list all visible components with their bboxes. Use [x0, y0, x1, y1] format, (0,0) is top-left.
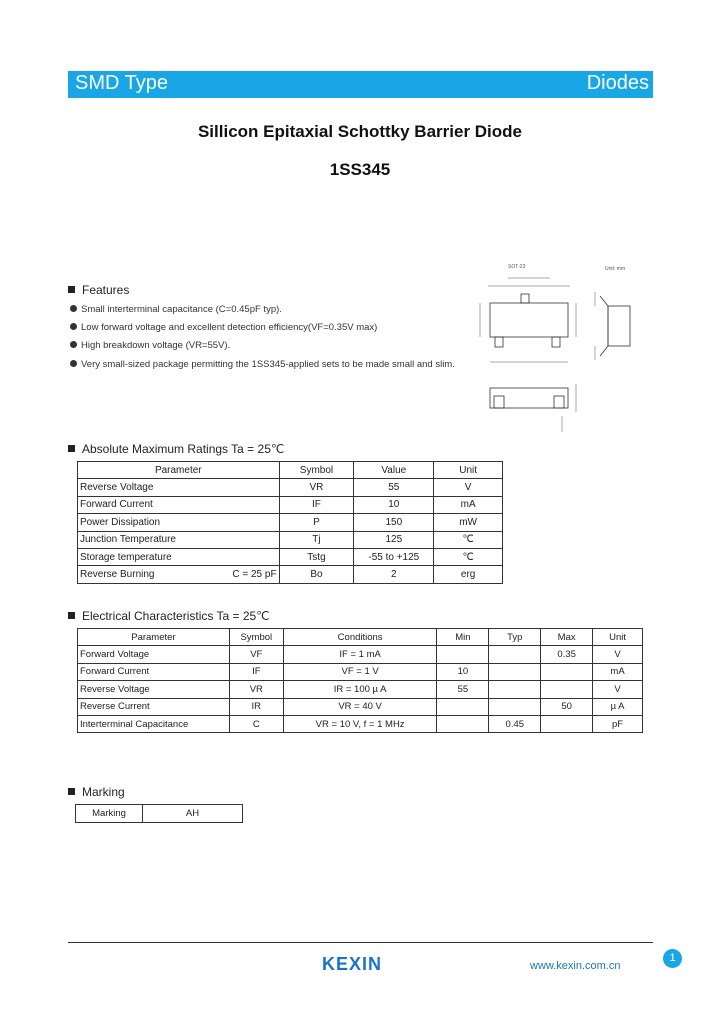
package-name: SOT-23: [508, 264, 526, 270]
cell: pF: [593, 715, 643, 732]
marking-heading: Marking: [68, 785, 125, 799]
cell: 10: [437, 663, 489, 680]
cell: Tstg: [279, 548, 354, 565]
cell: IF: [279, 496, 354, 513]
cell: Reverse Voltage: [78, 681, 230, 698]
cell: [489, 681, 541, 698]
doc-category: SMD Type: [75, 72, 168, 94]
cell: P: [279, 514, 354, 531]
cell: VR = 40 V: [283, 698, 437, 715]
cell: Interterminal Capacitance: [78, 715, 230, 732]
package-drawing: [470, 256, 660, 436]
header-cell: Symbol: [229, 629, 283, 646]
bullet-icon: [70, 323, 77, 330]
abs-max-table: [77, 461, 503, 584]
table-row: [78, 681, 643, 698]
header-cell: Parameter: [78, 462, 280, 479]
marking-table: [75, 804, 243, 823]
table-row: [78, 514, 503, 531]
table-row: [78, 479, 503, 496]
elec-table: [77, 628, 643, 733]
table-row: [78, 496, 503, 513]
part-number: 1SS345: [329, 160, 391, 179]
header-cell: Max: [541, 629, 593, 646]
table-row: [78, 531, 503, 548]
table-row: [78, 715, 643, 732]
page-number: 1: [663, 949, 682, 968]
table-row: [78, 663, 643, 680]
header-banner: [68, 71, 653, 98]
cell: ℃: [434, 531, 503, 548]
cell: mA: [434, 496, 503, 513]
cell: VR = 10 V, f = 1 MHz: [283, 715, 437, 732]
cell: VF = 1 V: [283, 663, 437, 680]
cell: C: [229, 715, 283, 732]
kexin-logo: KEXIN: [322, 954, 383, 974]
cell: [489, 698, 541, 715]
header-cell: Symbol: [279, 462, 354, 479]
header-cell: Parameter: [78, 629, 230, 646]
header-cell: Value: [354, 462, 434, 479]
package-unit: Unit: mm: [605, 266, 625, 272]
feature-item: High breakdown voltage (VR=55V).: [70, 340, 230, 351]
doc-type: Diodes: [586, 72, 649, 94]
square-bullet-icon: [68, 445, 75, 452]
cell: VR: [279, 479, 354, 496]
cell-condition: C = 25 pF: [217, 566, 279, 583]
cell: [541, 715, 593, 732]
cell: µ A: [593, 698, 643, 715]
cell: -55 to +125: [354, 548, 434, 565]
header-cell: Unit: [434, 462, 503, 479]
cell: IF = 1 mA: [283, 646, 437, 663]
cell: erg: [434, 566, 503, 583]
marking-value: AH: [143, 805, 243, 823]
cell: V: [434, 479, 503, 496]
cell: mW: [434, 514, 503, 531]
elec-heading: Electrical Characteristics Ta = 25℃: [68, 609, 270, 623]
footer-divider: [68, 942, 653, 943]
square-bullet-icon: [68, 286, 75, 293]
feature-item: Very small-sized package permitting the 1SS345-applied sets to be made small and slim.: [70, 359, 455, 370]
table-row: [78, 698, 643, 715]
cell: [489, 663, 541, 680]
cell: Forward Current: [78, 496, 280, 513]
cell: [437, 715, 489, 732]
cell: [541, 663, 593, 680]
table-row: [78, 566, 503, 583]
abs-max-heading: Absolute Maximum Ratings Ta = 25℃: [68, 442, 284, 456]
cell: 125: [354, 531, 434, 548]
cell: Bo: [279, 566, 354, 583]
feature-item: Low forward voltage and excellent detection efficiency(VF=0.35V max): [70, 322, 377, 333]
cell: Forward Voltage: [78, 646, 230, 663]
table-row: [76, 805, 243, 823]
cell: 150: [354, 514, 434, 531]
bullet-icon: [70, 360, 77, 367]
cell: [489, 646, 541, 663]
cell: VR: [229, 681, 283, 698]
cell: mA: [593, 663, 643, 680]
cell: V: [593, 681, 643, 698]
cell: Junction Temperature: [78, 531, 280, 548]
features-heading: Features: [68, 283, 129, 297]
header-cell: Unit: [593, 629, 643, 646]
page-title: Sillicon Epitaxial Schottky Barrier Diode: [197, 122, 523, 141]
cell: Reverse Burning: [78, 566, 218, 583]
cell: [437, 646, 489, 663]
table-header: [78, 629, 643, 646]
square-bullet-icon: [68, 788, 75, 795]
cell: V: [593, 646, 643, 663]
cell: 0.45: [489, 715, 541, 732]
cell: 55: [437, 681, 489, 698]
cell: Storage temperature: [78, 548, 280, 565]
cell: [437, 698, 489, 715]
cell: [541, 681, 593, 698]
cell: IR = 100 µ A: [283, 681, 437, 698]
cell: ℃: [434, 548, 503, 565]
cell: Reverse Voltage: [78, 479, 280, 496]
cell: VF: [229, 646, 283, 663]
header-cell: Typ: [489, 629, 541, 646]
footer-url[interactable]: www.kexin.com.cn: [530, 960, 621, 972]
header-cell: Min: [437, 629, 489, 646]
table-row: [78, 548, 503, 565]
table-row: [78, 646, 643, 663]
header-cell: Conditions: [283, 629, 437, 646]
bullet-icon: [70, 341, 77, 348]
cell: 2: [354, 566, 434, 583]
cell: 50: [541, 698, 593, 715]
table-header: [78, 462, 503, 479]
cell: IR: [229, 698, 283, 715]
cell: 0.35: [541, 646, 593, 663]
cell: Forward Current: [78, 663, 230, 680]
cell: Tj: [279, 531, 354, 548]
bullet-icon: [70, 305, 77, 312]
cell: IF: [229, 663, 283, 680]
marking-label: Marking: [76, 805, 143, 823]
cell: 55: [354, 479, 434, 496]
feature-item: Small interterminal capacitance (C=0.45pF typ).: [70, 304, 282, 315]
square-bullet-icon: [68, 612, 75, 619]
cell: 10: [354, 496, 434, 513]
cell: Reverse Current: [78, 698, 230, 715]
cell: Power Dissipation: [78, 514, 280, 531]
